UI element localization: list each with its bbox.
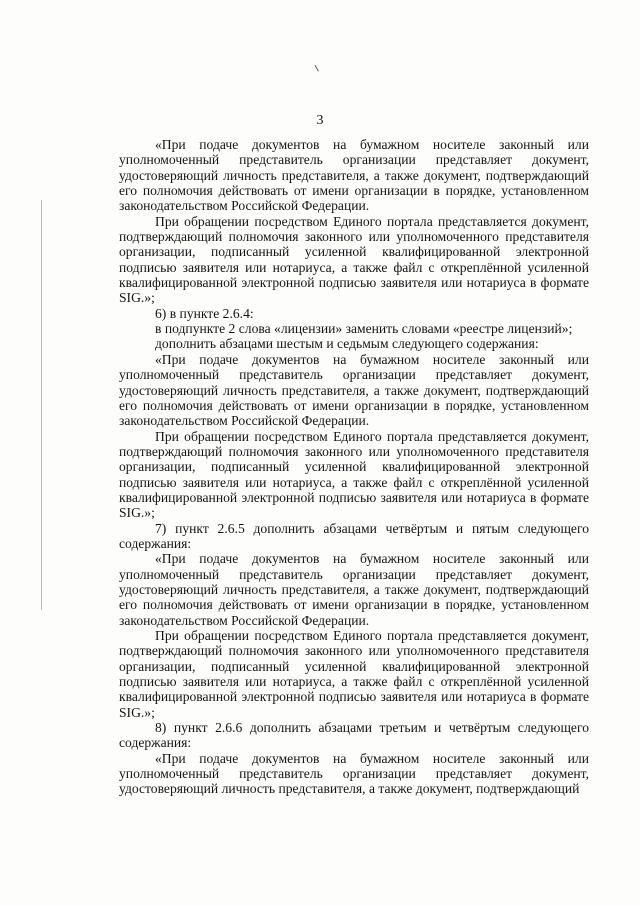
paragraph-add-sixth-seventh: дополнить абзацами шестым и седьмым следующего содержания: <box>155 336 539 352</box>
paragraph-subitem-2-change: в подпункте 2 слова «лицензии» заменить словами «реестре лицензий»; <box>155 321 573 337</box>
paragraph-portal-submission: При обращении посредством Единого портала представляется документ, подтверждающий полномочия законного или уполномоченного представителя организации, подписанный усиленной квалифицированной электронной подписью заявителя или нотариуса, а также файл с откреплённой усиленной квалифицированной электронной подписью заявителя или нотариуса в формате SIG.»; <box>119 628 589 720</box>
paragraph-item-7: 7) пункт 2.6.5 дополнить абзацами четвёртым и пятым следующего содержания: <box>119 520 589 551</box>
scan-artifact-mark <box>315 63 322 71</box>
scan-margin-line <box>41 200 42 610</box>
paragraph-portal-submission: При обращении посредством Единого портала представляется документ, подтверждающий полномочия законного или уполномоченного представителя организации, подписанный усиленной квалифицированной электронной подписью заявителя или нотариуса, а также файл с откреплённой усиленной квалифицированной электронной подписью заявителя или нотариуса в формате SIG.»; <box>119 428 589 521</box>
paragraph-item-8: 8) пункт 2.6.6 дополнить абзацами третьим и четвёртым следующего содержания: <box>119 720 589 751</box>
paragraph-quote-paper-submission: «При подаче документов на бумажном носителе законный или уполномоченный представитель организации представляет документ, удостоверяющий личность представителя, а также документ, подтверждающий <box>119 750 589 797</box>
paragraph-quote-paper-submission: «При подаче документов на бумажном носителе законный или уполномоченный представитель организации представляет документ, удостоверяющий личность представителя, а также документ, подтверждающий его полномочия действовать от имени организации в порядке, установленном законодательством Российской Федерации. <box>119 551 589 628</box>
page-number: 3 <box>316 113 324 128</box>
document-body <box>119 137 589 797</box>
paragraph-item-6: 6) в пункте 2.6.4: <box>155 305 254 321</box>
paragraph-quote-paper-submission: «При подаче документов на бумажном носителе законный или уполномоченный представитель организации представляет документ, удостоверяющий личность представителя, а также документ, подтверждающий его полномочия действовать от имени организации в порядке, установленном законодательством Российской Федерации. <box>119 137 589 214</box>
paragraph-quote-paper-submission: «При подаче документов на бумажном носителе законный или уполномоченный представитель организации представляет документ, удостоверяющий личность представителя, а также документ, подтверждающий его полномочия действовать от имени организации в порядке, установленном законодательством Российской Федерации. <box>119 351 589 429</box>
paragraph-portal-submission: При обращении посредством Единого портала представляется документ, подтверждающий полномочия законного или уполномоченного представителя организации, подписанный усиленной квалифицированной электронной подписью заявителя или нотариуса, а также файл с откреплённой усиленной квалифицированной электронной подписью заявителя или нотариуса в формате SIG.»; <box>119 213 589 306</box>
